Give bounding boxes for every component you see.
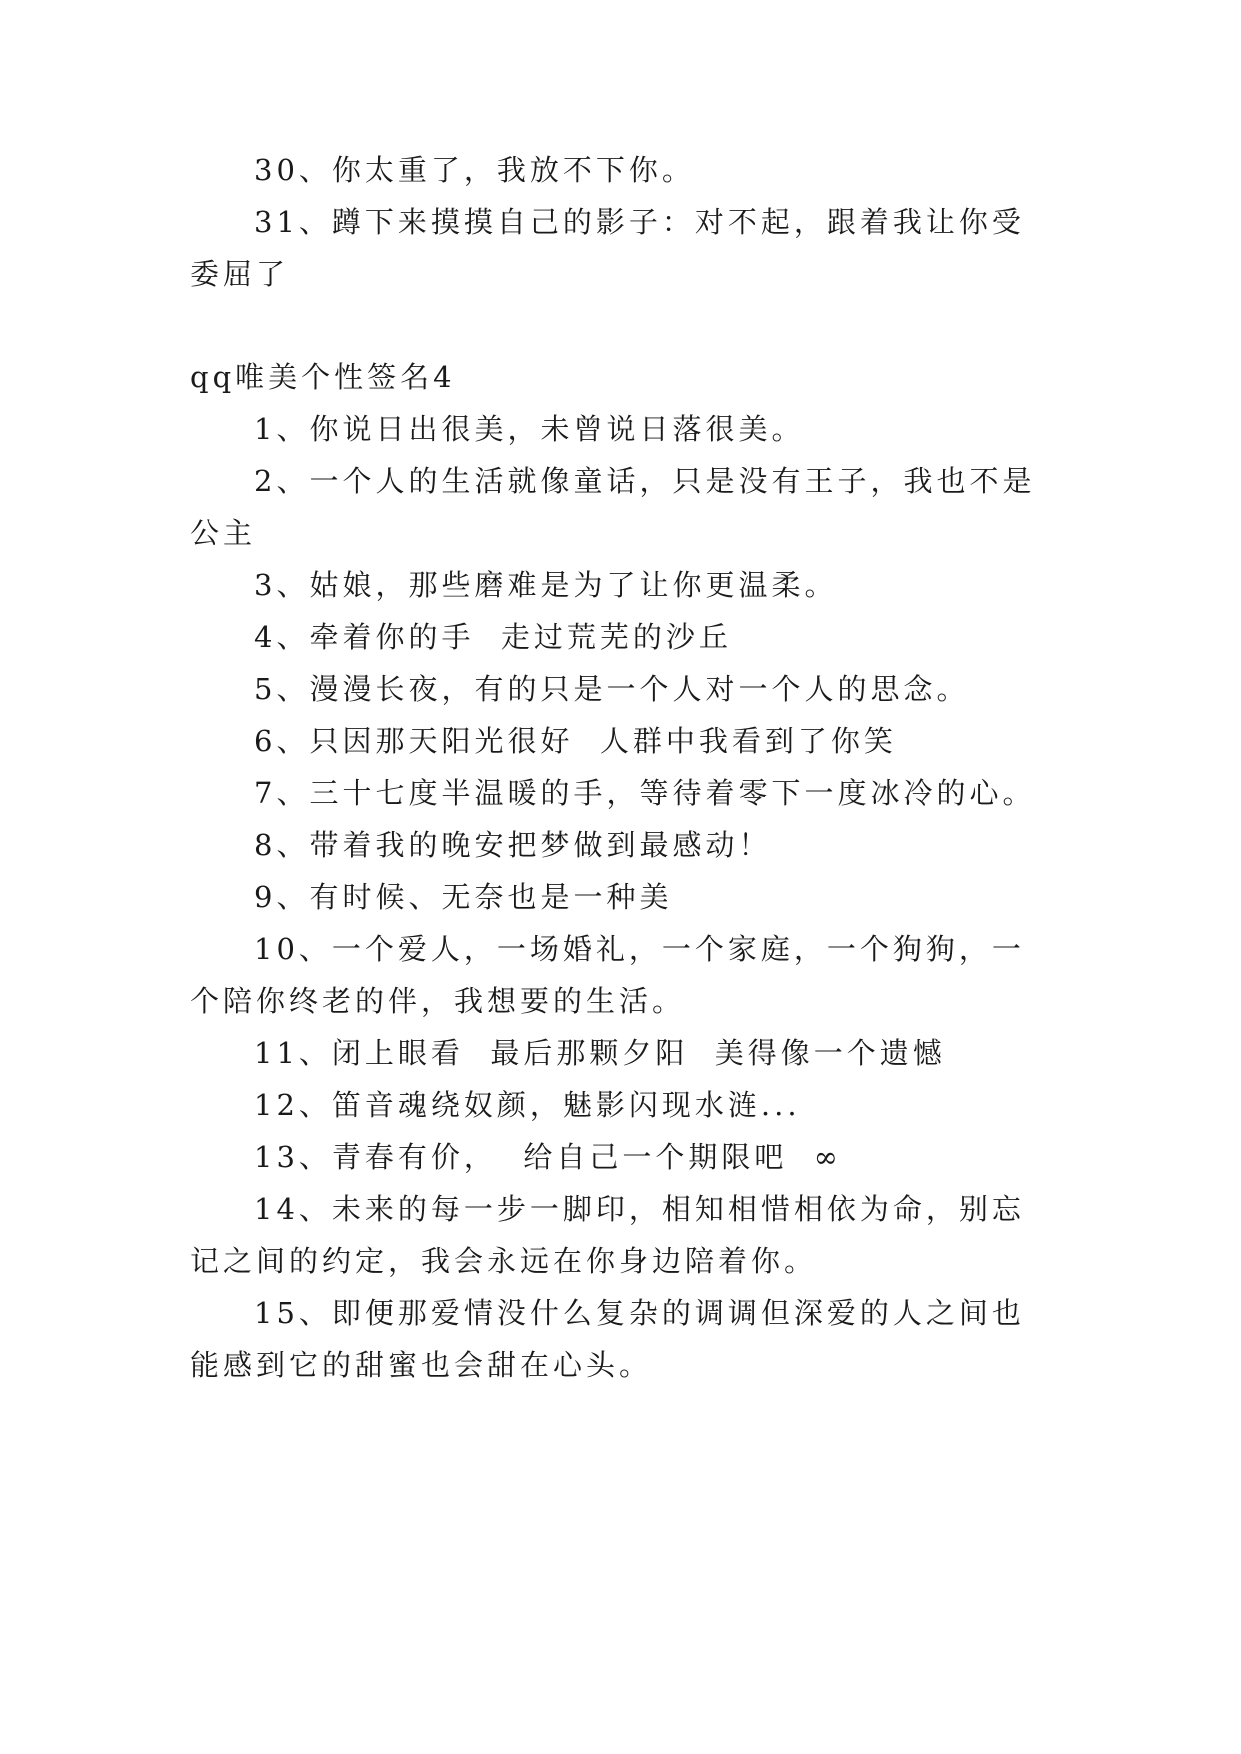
list-item: 8、带着我的晚安把梦做到最感动！: [254, 828, 772, 862]
list-item: 14、未来的每一步一脚印，相知相惜相依为命，别忘记之间的约定，我会永远在你身边陪着你。: [190, 1192, 1025, 1278]
list-item: 4、牵着你的手 走过荒芜的沙丘: [254, 620, 732, 654]
list-item: 12、笛音魂绕奴颜，魅影闪现水涟...: [254, 1088, 801, 1122]
list-item: 13、青春有价， 给自己一个期限吧 ∞: [254, 1140, 842, 1174]
list-item: 6、只因那天阳光很好 人群中我看到了你笑: [254, 724, 897, 758]
list-item: 5、漫漫长夜，有的只是一个人对一个人的思念。: [254, 672, 970, 706]
list-item: 10、一个爱人，一场婚礼，一个家庭，一个狗狗，一个陪你终老的伴，我想要的生活。: [190, 932, 1025, 1018]
list-item: 7、三十七度半温暖的手，等待着零下一度冰冷的心。: [254, 776, 1036, 810]
list-item: 2、一个人的生活就像童话，只是没有王子，我也不是公主: [190, 464, 1036, 550]
list-item: 15、即便那爱情没什么复杂的调调但深爱的人之间也能感到它的甜蜜也会甜在心头。: [190, 1296, 1025, 1382]
paragraph-item-30: 30、你太重了，我放不下你。: [254, 153, 695, 187]
section-heading: qq唯美个性签名4: [190, 360, 456, 394]
paragraph-item-31: 31、蹲下来摸摸自己的影子：对不起，跟着我让你受委屈了: [190, 205, 1025, 291]
document-body: [190, 144, 1052, 1391]
list-item: 11、闭上眼看 最后那颗夕阳 美得像一个遗憾: [254, 1036, 946, 1070]
list-item: 1、你说日出很美，未曾说日落很美。: [254, 412, 805, 446]
section-gap: [190, 300, 1052, 351]
list-item: 3、姑娘，那些磨难是为了让你更温柔。: [254, 568, 838, 602]
list-item: 9、有时候、无奈也是一种美: [254, 880, 673, 914]
